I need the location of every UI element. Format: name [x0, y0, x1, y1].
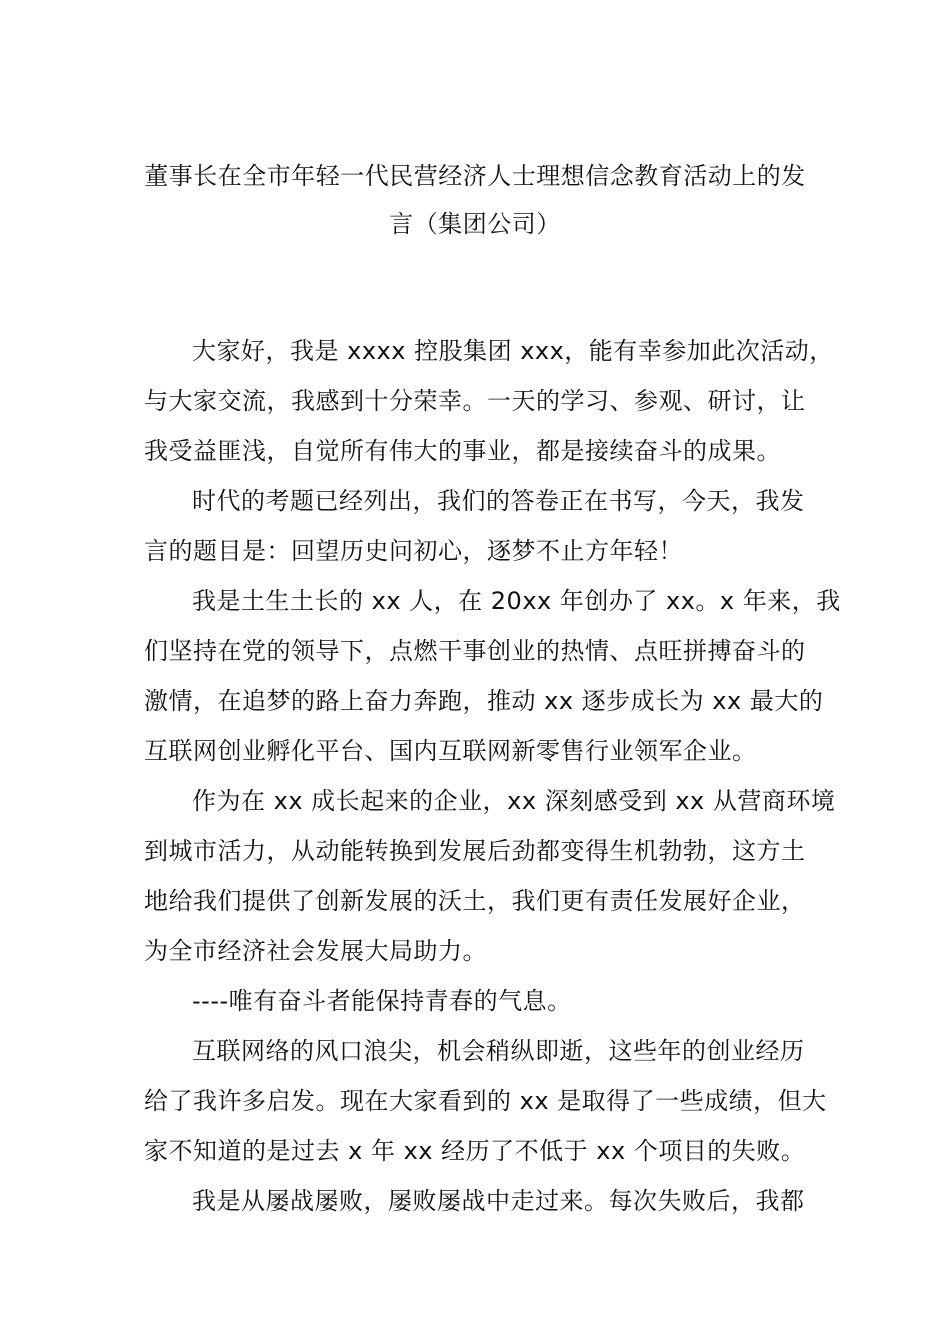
- paragraph-line: 激情，在追梦的路上奋力奔跑，推动 xx 逐步成长为 xx 最大的: [144, 687, 824, 715]
- paragraph-line: 家不知道的是过去 x 年 xx 经历了不低于 xx 个项目的失败。: [144, 1137, 806, 1165]
- paragraph-line: 到城市活力，从动能转换到发展后劲都变得生机勃勃，这方土: [144, 837, 806, 865]
- paragraph-line: ----唯有奋斗者能保持青春的气息。: [192, 987, 572, 1015]
- paragraph-line: 给了我许多启发。现在大家看到的 xx 是取得了一些成绩，但大: [144, 1087, 827, 1115]
- document-title-line-2: 言（集团公司）: [389, 210, 561, 238]
- paragraph-line: 时代的考题已经列出，我们的答卷正在书写，今天，我发: [192, 487, 805, 515]
- paragraph-line: 言的题目是：回望历史问初心，逐梦不止方年轻！: [144, 537, 683, 565]
- document-title-line-1: 董事长在全市年轻一代民营经济人士理想信念教育活动上的发: [144, 162, 806, 190]
- paragraph-line: 与大家交流，我感到十分荣幸。一天的学习、参观、研讨，让: [144, 387, 806, 415]
- paragraph-line: 互联网络的风口浪尖，机会稍纵即逝，这些年的创业经历: [192, 1037, 805, 1065]
- paragraph-line: 们坚持在党的领导下，点燃干事创业的热情、点旺拼搏奋斗的: [144, 637, 806, 665]
- paragraph-line: 地给我们提供了创新发展的沃土，我们更有责任发展好企业，: [144, 887, 806, 915]
- paragraph-line: 我受益匪浅，自觉所有伟大的事业，都是接续奋斗的成果。: [144, 437, 781, 465]
- paragraph-line: 互联网创业孵化平台、国内互联网新零售行业领军企业。: [144, 737, 757, 765]
- paragraph-line: 我是从屡战屡败，屡败屡战中走过来。每次失败后，我都: [192, 1187, 805, 1215]
- paragraph-line: 我是土生土长的 xx 人，在 20xx 年创办了 xx。x 年来，我: [192, 587, 841, 615]
- paragraph-line: 作为在 xx 成长起来的企业，xx 深刻感受到 xx 从营商环境: [192, 787, 836, 815]
- paragraph-line: 大家好，我是 xxxx 控股集团 xxx，能有幸参加此次活动，: [192, 337, 834, 365]
- paragraph-line: 为全市经济社会发展大局助力。: [144, 937, 487, 965]
